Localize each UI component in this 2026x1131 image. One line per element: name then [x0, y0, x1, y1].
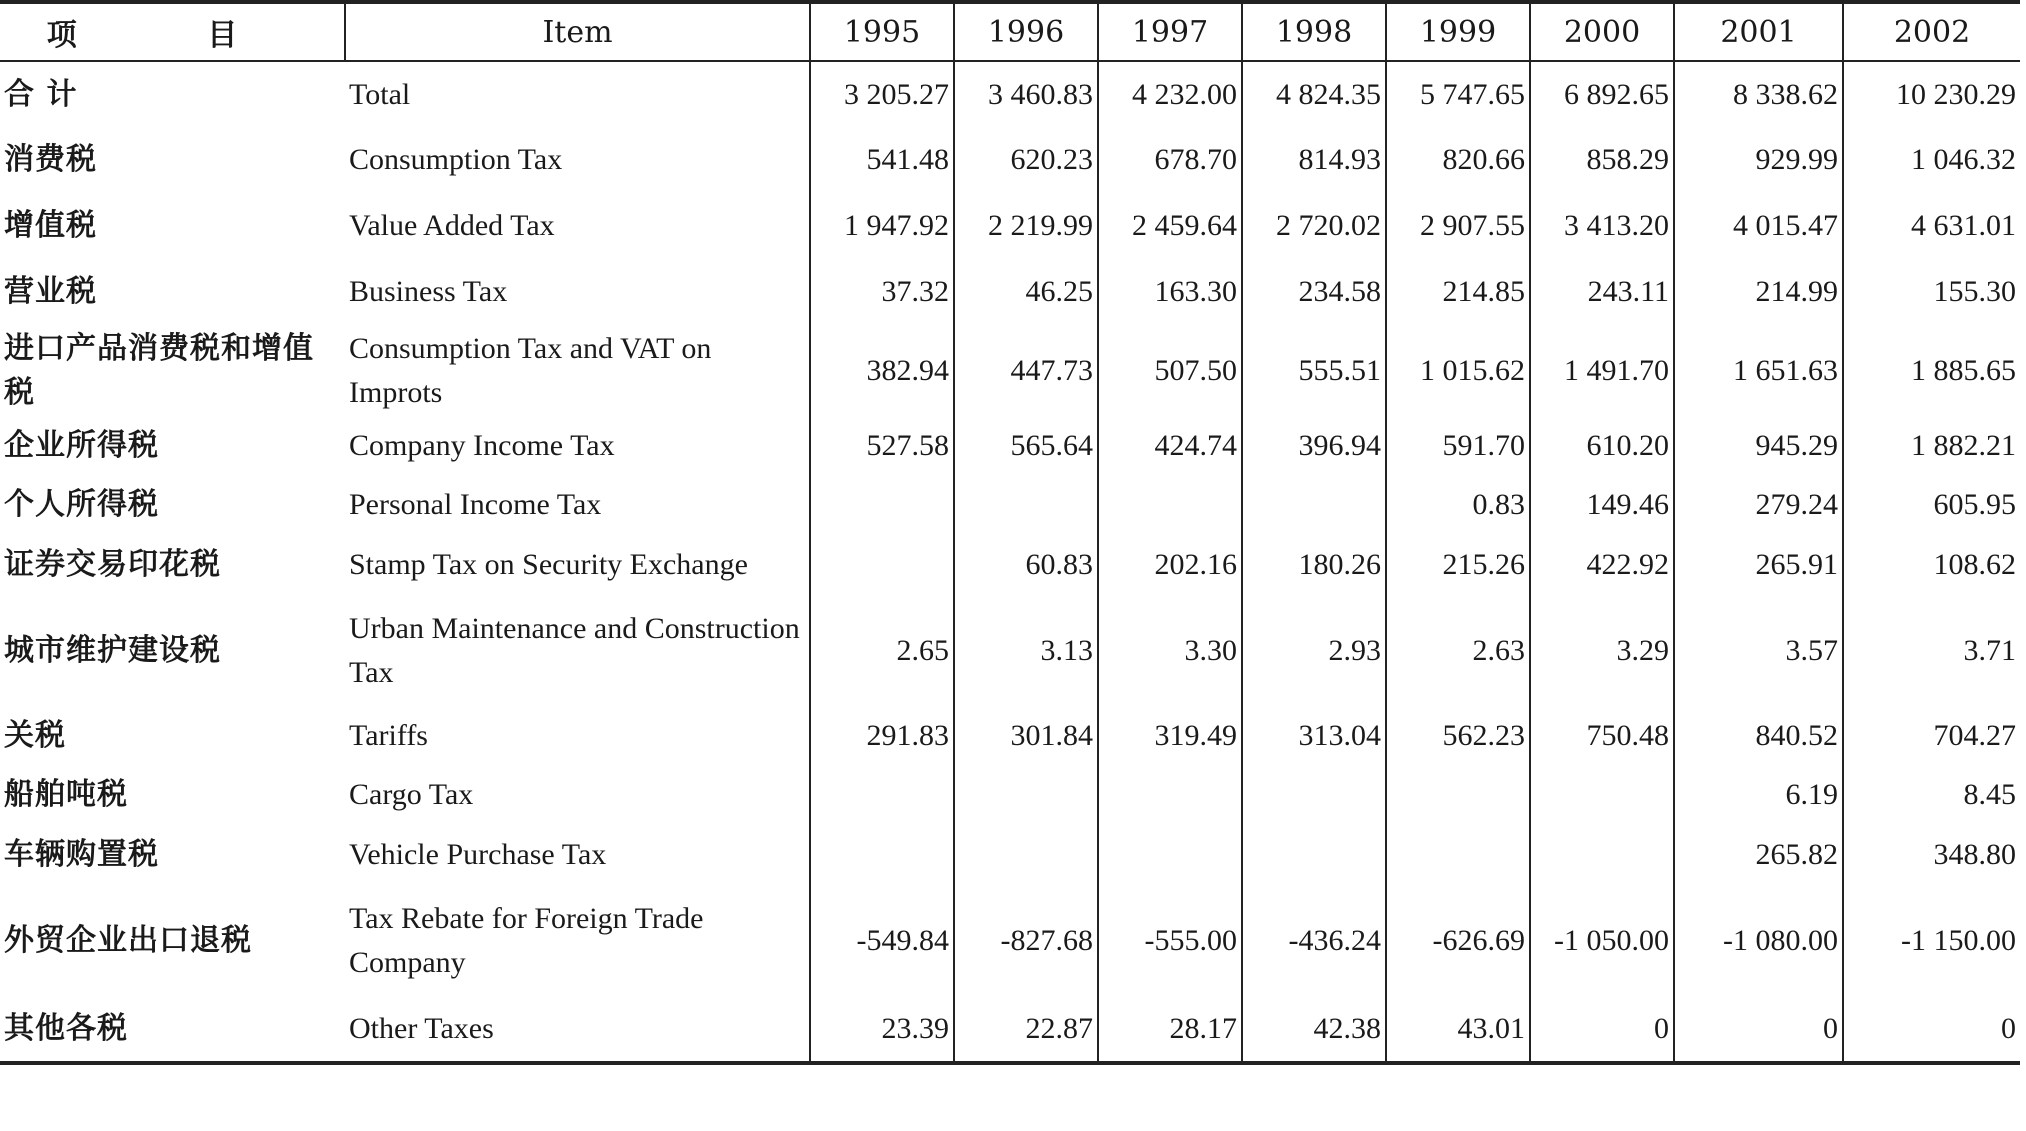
value-cell: 3.71 [1963, 634, 2016, 667]
row-label-en: Total [345, 61, 810, 127]
value-cell [1098, 475, 1242, 535]
value-cell: 527.58 [810, 417, 954, 475]
value-cell [1386, 765, 1530, 825]
row-label-en: Tax Rebate for Foreign Trade Company [345, 885, 810, 997]
row-label-en: Company Income Tax [345, 417, 810, 475]
row-label-en: Tariffs [345, 707, 810, 765]
table-row [0, 475, 2020, 535]
value-cell: 1 651.63 [1674, 325, 1843, 417]
row-label-en: Value Added Tax [345, 193, 810, 259]
table-row [0, 885, 2020, 997]
value-cell: 605.95 [1933, 488, 2016, 521]
value-cell: 265.82 [1674, 825, 1843, 885]
value-cell: 396.94 [1242, 417, 1386, 475]
value-cell: 3 413.20 [1530, 193, 1674, 259]
value-cell: 422.92 [1530, 535, 1674, 595]
row-label-en: Consumption Tax [345, 127, 810, 193]
value-cell: 610.20 [1530, 417, 1674, 475]
value-cell: 8.45 [1963, 778, 2016, 811]
table-row [0, 193, 2020, 259]
value-cell: 4 824.35 [1242, 61, 1386, 127]
header-year: 2000 [1530, 2, 1674, 61]
value-cell: -555.00 [1098, 885, 1242, 997]
value-cell: 3.13 [954, 595, 1098, 707]
value-cell: 1 882.21 [1911, 429, 2016, 462]
value-cell: -436.24 [1242, 885, 1386, 997]
value-cell: 945.29 [1674, 417, 1843, 475]
value-cell: 820.66 [1386, 127, 1530, 193]
row-label-cn: 证券交易印花税 [4, 547, 221, 582]
value-cell [954, 765, 1098, 825]
value-cell [810, 825, 954, 885]
value-cell [1242, 825, 1386, 885]
value-cell: 382.94 [810, 325, 954, 417]
value-cell: 929.99 [1674, 127, 1843, 193]
value-cell: 6.19 [1674, 765, 1843, 825]
value-cell: -549.84 [810, 885, 954, 997]
header-year: 2002 [1843, 2, 2020, 61]
value-cell: 2 459.64 [1098, 193, 1242, 259]
value-cell: 22.87 [954, 997, 1098, 1063]
value-cell: 2 219.99 [954, 193, 1098, 259]
value-cell: 678.70 [1098, 127, 1242, 193]
value-cell: 541.48 [810, 127, 954, 193]
row-label-cn: 企业所得税 [4, 428, 159, 463]
header-year: 1999 [1386, 2, 1530, 61]
value-cell [1098, 765, 1242, 825]
value-cell: 3 460.83 [954, 61, 1098, 127]
value-cell: 2.63 [1386, 595, 1530, 707]
value-cell: 37.32 [810, 259, 954, 325]
value-cell: 319.49 [1098, 707, 1242, 765]
value-cell: 46.25 [954, 259, 1098, 325]
value-cell: 3 205.27 [810, 61, 954, 127]
value-cell: 814.93 [1242, 127, 1386, 193]
value-cell: 313.04 [1242, 707, 1386, 765]
table-row [0, 417, 2020, 475]
row-label-cn: 其他各税 [0, 997, 345, 1063]
table-row [0, 325, 2020, 417]
value-cell [810, 535, 954, 595]
table-row [0, 825, 2020, 885]
value-cell: 2 720.02 [1242, 193, 1386, 259]
value-cell: 750.48 [1530, 707, 1674, 765]
value-cell: 42.38 [1242, 997, 1386, 1063]
header-year: 2001 [1674, 2, 1843, 61]
value-cell: 279.24 [1674, 475, 1843, 535]
value-cell: 23.39 [810, 997, 954, 1063]
row-label-en: Urban Maintenance and Construction Tax [345, 595, 810, 707]
value-cell: 108.62 [1933, 548, 2016, 581]
row-label-cn: 营业税 [4, 274, 97, 309]
value-cell: 163.30 [1098, 259, 1242, 325]
value-cell [810, 765, 954, 825]
row-label-cn: 城市维护建设税 [4, 633, 221, 668]
value-cell: 214.85 [1386, 259, 1530, 325]
header-year: 1996 [954, 2, 1098, 61]
value-cell: 858.29 [1530, 127, 1674, 193]
value-cell: 301.84 [954, 707, 1098, 765]
value-cell: 155.30 [1933, 275, 2016, 308]
value-cell [1530, 825, 1674, 885]
value-cell: 562.23 [1386, 707, 1530, 765]
row-label-en: Vehicle Purchase Tax [345, 825, 810, 885]
row-label-en: Other Taxes [345, 997, 810, 1063]
value-cell: 2.93 [1242, 595, 1386, 707]
value-cell: -1 080.00 [1674, 885, 1843, 997]
value-cell: 4 232.00 [1098, 61, 1242, 127]
value-cell [1386, 825, 1530, 885]
value-cell: 10 230.29 [1896, 77, 2016, 111]
value-cell: 3.57 [1674, 595, 1843, 707]
row-label-cn: 增值税 [4, 208, 97, 243]
value-cell: 243.11 [1530, 259, 1674, 325]
value-cell: 180.26 [1242, 535, 1386, 595]
value-cell: 424.74 [1098, 417, 1242, 475]
table-row [0, 997, 2020, 1063]
value-cell: 3.29 [1530, 595, 1674, 707]
value-cell [954, 475, 1098, 535]
value-cell: 291.83 [810, 707, 954, 765]
value-cell: 3.30 [1098, 595, 1242, 707]
row-label-cn: 进口产品消费税和增值税 [4, 331, 314, 410]
header-year: 1998 [1242, 2, 1386, 61]
value-cell: -1 150.00 [1901, 924, 2016, 957]
value-cell: 704.27 [1933, 719, 2016, 752]
value-cell: 60.83 [954, 535, 1098, 595]
table-row [0, 765, 2020, 825]
value-cell: 8 338.62 [1674, 61, 1843, 127]
value-cell: 215.26 [1386, 535, 1530, 595]
value-cell [1242, 475, 1386, 535]
header-row [0, 2, 2020, 61]
row-label-cn: 船舶吨税 [4, 777, 128, 812]
value-cell: 1 491.70 [1530, 325, 1674, 417]
value-cell: 0.83 [1386, 475, 1530, 535]
value-cell: 0 [1674, 997, 1843, 1063]
table-row [0, 595, 2020, 707]
value-cell: 28.17 [1098, 997, 1242, 1063]
value-cell: 1 947.92 [810, 193, 954, 259]
value-cell: 0 [1843, 997, 2020, 1063]
value-cell: 4 631.01 [1911, 209, 2016, 242]
table-row [0, 707, 2020, 765]
value-cell: 565.64 [954, 417, 1098, 475]
table-row [0, 259, 2020, 325]
row-label-cn: 消费税 [4, 142, 97, 177]
row-label-en: Stamp Tax on Security Exchange [345, 535, 810, 595]
row-label-cn: 外贸企业出口退税 [4, 923, 252, 958]
value-cell: 1 885.65 [1911, 354, 2016, 387]
value-cell [1098, 825, 1242, 885]
row-label-cn: 个人所得税 [4, 487, 159, 522]
value-cell: 591.70 [1386, 417, 1530, 475]
value-cell: 5 747.65 [1386, 61, 1530, 127]
row-label-en: Cargo Tax [345, 765, 810, 825]
table-row [0, 127, 2020, 193]
value-cell: -626.69 [1386, 885, 1530, 997]
row-label-en: Business Tax [345, 259, 810, 325]
value-cell: 1 046.32 [1911, 143, 2016, 176]
value-cell: 0 [1530, 997, 1674, 1063]
value-cell: 149.46 [1530, 475, 1674, 535]
value-cell: 348.80 [1933, 838, 2016, 871]
header-year: 1995 [810, 2, 954, 61]
value-cell: 214.99 [1674, 259, 1843, 325]
table-row [0, 61, 2020, 127]
value-cell [1530, 765, 1674, 825]
table-row [0, 535, 2020, 595]
value-cell [1242, 765, 1386, 825]
value-cell [954, 825, 1098, 885]
value-cell: 265.91 [1674, 535, 1843, 595]
row-label-en: Personal Income Tax [345, 475, 810, 535]
value-cell [810, 475, 954, 535]
value-cell: -827.68 [954, 885, 1098, 997]
value-cell: 4 015.47 [1674, 193, 1843, 259]
value-cell: 840.52 [1674, 707, 1843, 765]
value-cell: 202.16 [1098, 535, 1242, 595]
header-item-cn: 项 目 [0, 2, 345, 61]
value-cell: 620.23 [954, 127, 1098, 193]
value-cell: 507.50 [1098, 325, 1242, 417]
header-item-en: Item [345, 2, 810, 61]
value-cell: 43.01 [1386, 997, 1530, 1063]
value-cell: 555.51 [1242, 325, 1386, 417]
value-cell: 1 015.62 [1386, 325, 1530, 417]
value-cell: -1 050.00 [1530, 885, 1674, 997]
row-label-cn: 合 计 [4, 76, 78, 112]
value-cell: 2.65 [810, 595, 954, 707]
header-year: 1997 [1098, 2, 1242, 61]
value-cell: 234.58 [1242, 259, 1386, 325]
value-cell: 447.73 [954, 325, 1098, 417]
row-label-cn: 关税 [4, 718, 66, 753]
row-label-cn: 车辆购置税 [4, 837, 159, 872]
value-cell: 6 892.65 [1530, 61, 1674, 127]
row-label-en: Consumption Tax and VAT on Improts [345, 325, 810, 417]
value-cell: 2 907.55 [1386, 193, 1530, 259]
